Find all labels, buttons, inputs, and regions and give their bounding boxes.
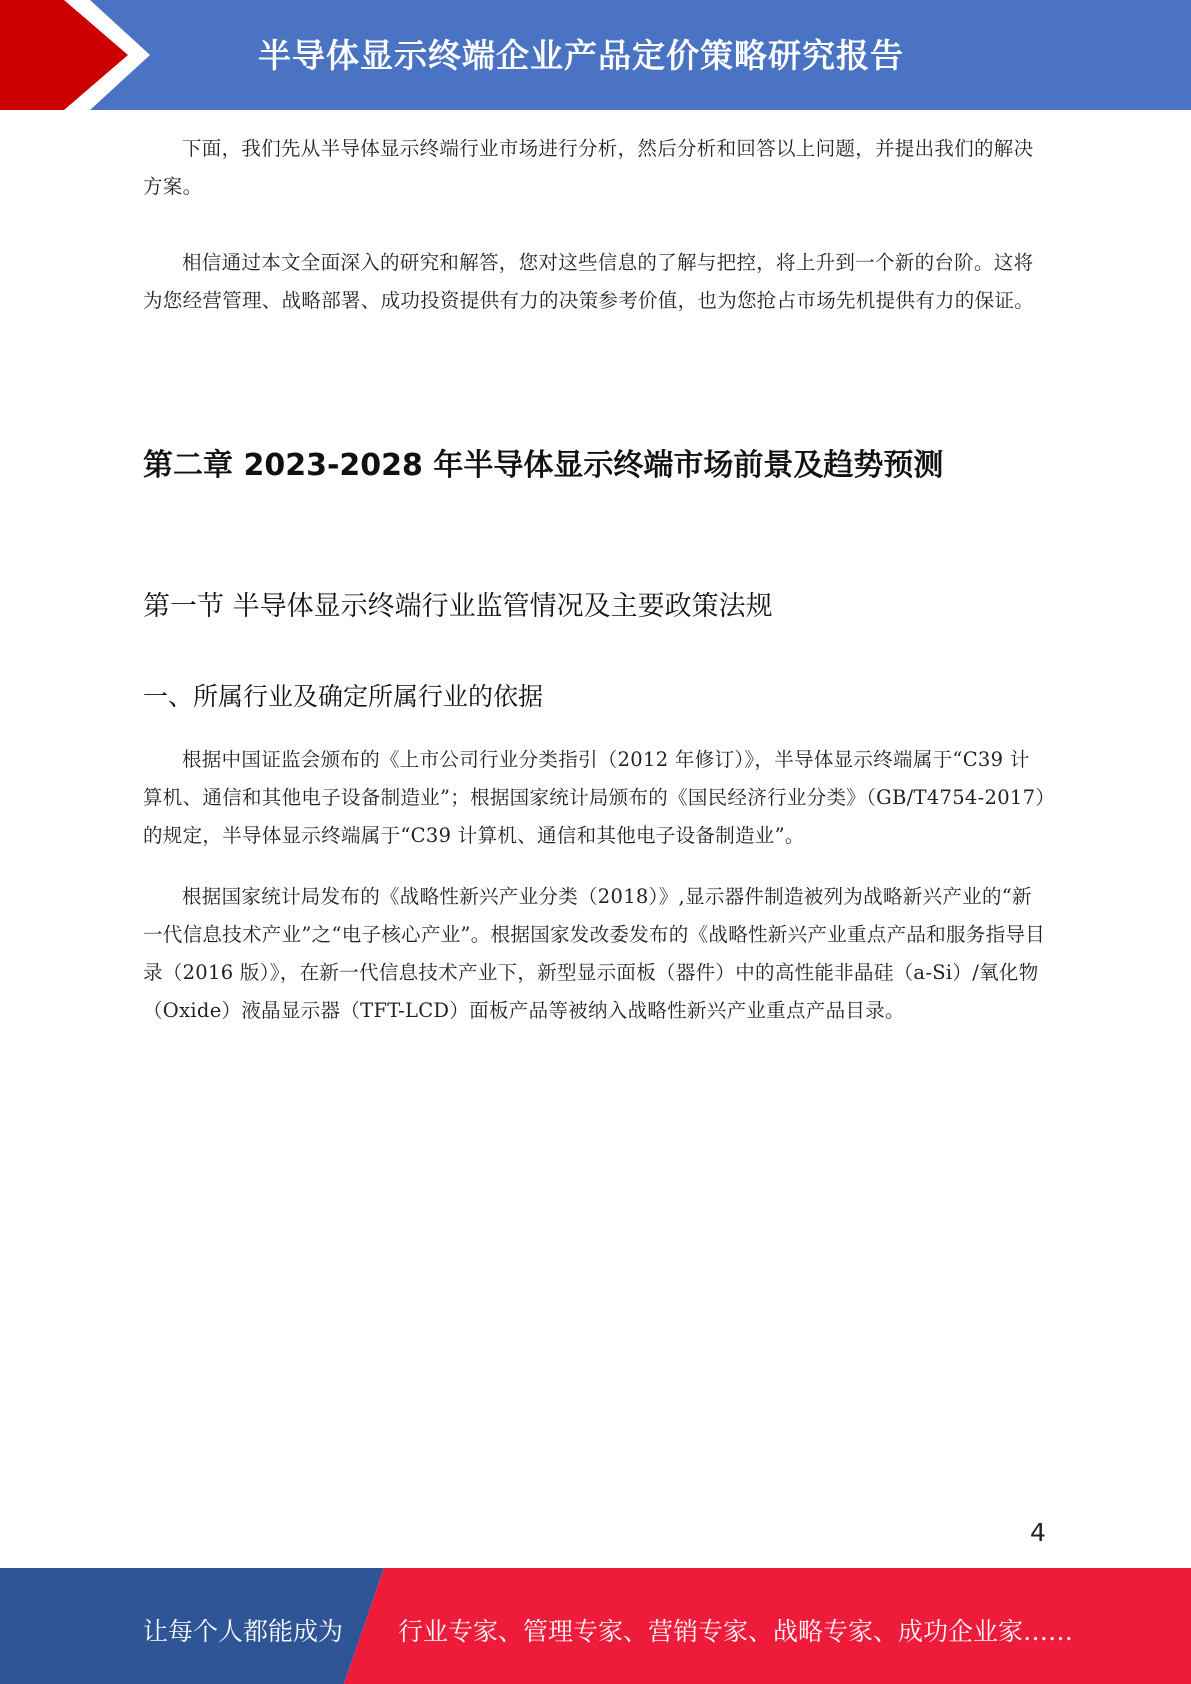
- subsection-heading: 一、所属行业及确定所属行业的依据: [143, 682, 544, 711]
- report-title: 半导体显示终端企业产品定价策略研究报告: [258, 36, 904, 75]
- intro-block: [143, 130, 1048, 320]
- policy-paragraph: [143, 878, 1048, 1030]
- chapter-heading: 第二章 2023-2028 年半导体显示终端市场前景及趋势预测: [143, 448, 944, 483]
- footer-slogan-left: 让每个人都能成为: [143, 1617, 344, 1646]
- classification-paragraph: [143, 741, 1048, 855]
- body-paragraph-2: 根据国家统计局发布的《战略性新兴产业分类（2018）》,显示器件制造被列为战略新兴产业的“新一代信息技术产业”之“电子核心产业”。根据国家发改委发布的《战略性新兴产业重点产品和服务指导目录（2016 版）》，在新一代信息技术产业下，新型显示面板（器件）中的高性能非晶硅（a-Si）/氧化物（Oxide）液晶显示器（TFT-LCD）面板产品等被纳入战略性新兴产业重点产品目录。: [143, 885, 1046, 1022]
- page-header: [0, 0, 1191, 110]
- page-number: 4: [1030, 1518, 1046, 1547]
- footer-slogan-right: 行业专家、管理专家、营销专家、战略专家、成功企业家……: [398, 1617, 1074, 1646]
- intro-paragraph-1: 下面，我们先从半导体显示终端行业市场进行分析，然后分析和回答以上问题，并提出我们的解决方案。: [143, 137, 1034, 198]
- body-paragraph-1: 根据中国证监会颁布的《上市公司行业分类指引（2012 年修订）》，半导体显示终端属于“C39 计算机、通信和其他电子设备制造业”；根据国家统计局颁布的《国民经济行业分类》（GB/T4754-2017）的规定，半导体显示终端属于“C39 计算机、通信和其他电子设备制造业”。: [143, 748, 1046, 847]
- intro-paragraph-2: 相信通过本文全面深入的研究和解答，您对这些信息的了解与把控，将上升到一个新的台阶。这将为您经营管理、战略部署、成功投资提供有力的决策参考价值，也为您抢占市场先机提供有力的保证。: [143, 251, 1035, 312]
- page-footer: [0, 1568, 1191, 1684]
- section-heading: 第一节 半导体显示终端行业监管情况及主要政策法规: [143, 591, 773, 622]
